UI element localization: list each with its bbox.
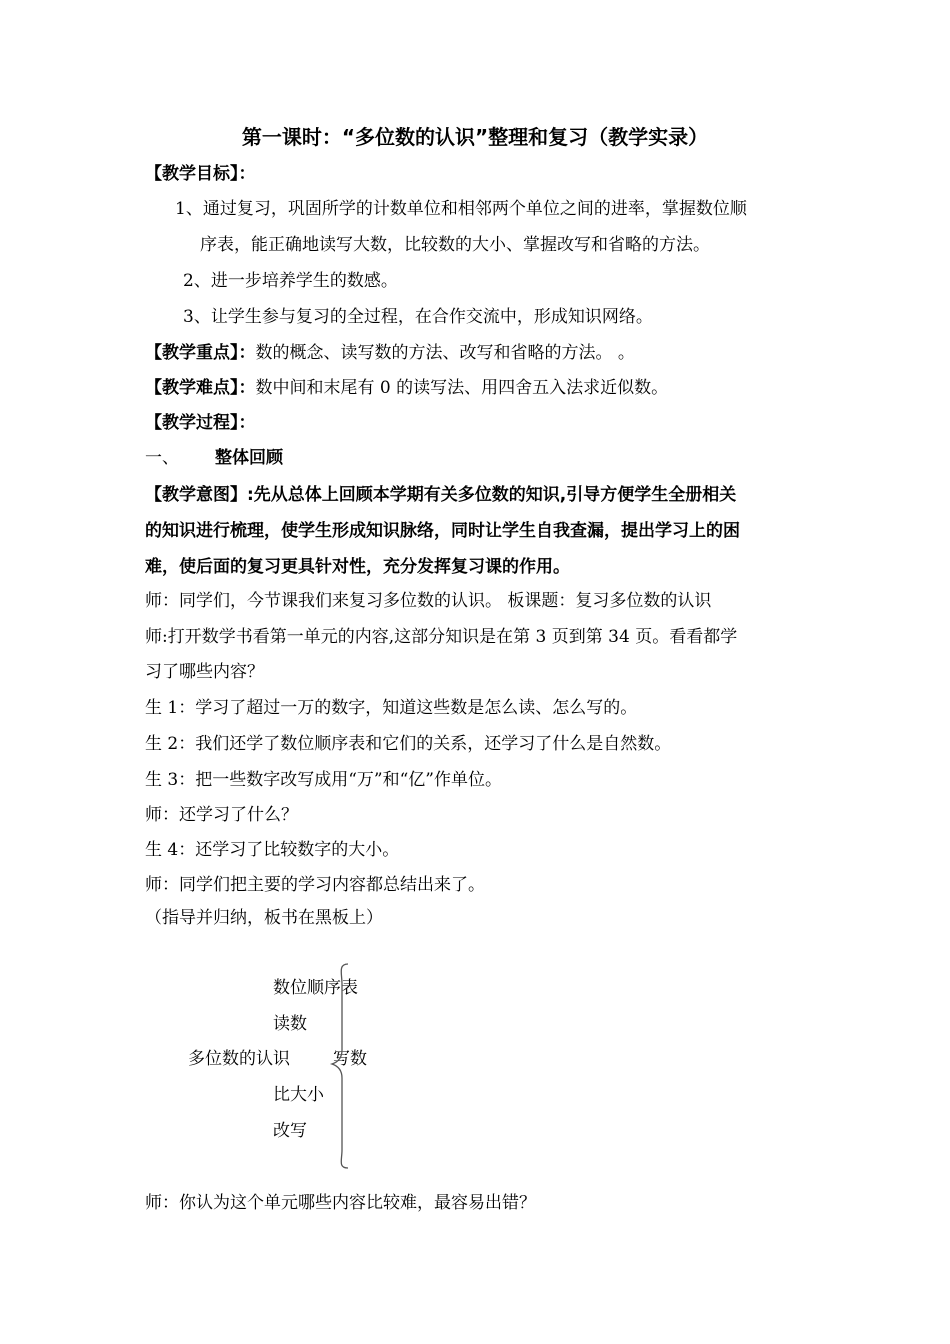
dialogue-line-5: 生 2：我们还学了数位顺序表和它们的关系，还学习了什么是自然数。 [145,734,672,754]
dialogue-line-1: 师：同学们，今节课我们来复习多位数的认识。 板课题：复习多位数的认识 [145,591,712,611]
objective-1: 1、通过复习，巩固所学的计数单位和相邻两个单位之间的进率，掌握数位顺 [175,199,747,219]
dialogue-line-4: 生 1：学习了超过一万的数字，知道这些数是怎么读、怎么写的。 [145,698,638,718]
dialogue-line-7: 师：还学习了什么？ [145,805,298,825]
objective-1-cont: 序表，能正确地读写大数，比较数的大小、掌握改写和省略的方法。 [200,235,710,255]
difficulties-line [145,377,668,399]
intent-line-1: 【教学意图】:先从总体上回顾本学期有关多位数的知识,引导方便学生全册相关 [145,485,737,505]
process-heading: 【教学过程】： [145,413,256,433]
key-points-line [145,342,635,364]
dialogue-line-9: 师：同学们把主要的学习内容都总结出来了。 [145,875,485,895]
dialogue-line-8: 生 4：还学习了比较数字的大小。 [145,840,400,860]
difficulties-label: 【教学难点】： [145,378,256,398]
diagram-item-1: 数位顺序表 [273,978,358,998]
dialogue-line-10: （指导并归纳，板书在黑板上） [145,908,383,928]
diagram-item-3: 写数 [333,1049,367,1069]
document-title: 第一课时：“多位数的认识”整理和复习（教学实录） [241,125,709,149]
section-1-heading [145,447,283,469]
dialogue-line-2: 师:打开数学书看第一单元的内容,这部分知识是在第 3 页到第 34 页。看看都学 [145,627,738,647]
section-1-title: 整体回顾 [215,448,283,468]
key-points-label: 【教学重点】： [145,343,256,363]
diagram-item-2: 读数 [273,1014,307,1034]
diagram-root: 多位数的认识 [188,1049,290,1069]
objective-2: 2、进一步培养学生的数感。 [183,271,398,291]
final-question: 师：你认为这个单元哪些内容比较难，最容易出错？ [145,1193,536,1213]
diagram-item-4: 比大小 [273,1085,324,1105]
brace-shape [328,962,358,1172]
intent-line-2: 的知识进行梳理，使学生形成知识脉络，同时让学生自我查漏，提出学习上的困 [145,521,740,541]
dialogue-line-6: 生 3：把一些数字改写成用“万”和“亿”作单位。 [145,770,502,790]
section-1-number: 一、 [145,448,179,468]
dialogue-line-3: 习了哪些内容？ [145,662,264,682]
key-points-text: 数的概念、读写数的方法、改写和省略的方法。 。 [255,343,635,363]
objective-3: 3、让学生参与复习的全过程，在合作交流中，形成知识网络。 [183,307,653,327]
difficulties-text: 数中间和末尾有 0 的读写法、用四舍五入法求近似数。 [255,378,669,398]
diagram-item-5: 改写 [273,1121,307,1141]
objectives-heading: 【教学目标】： [145,164,256,184]
intent-line-3: 难，使后面的复习更具针对性，充分发挥复习课的作用。 [145,557,570,577]
